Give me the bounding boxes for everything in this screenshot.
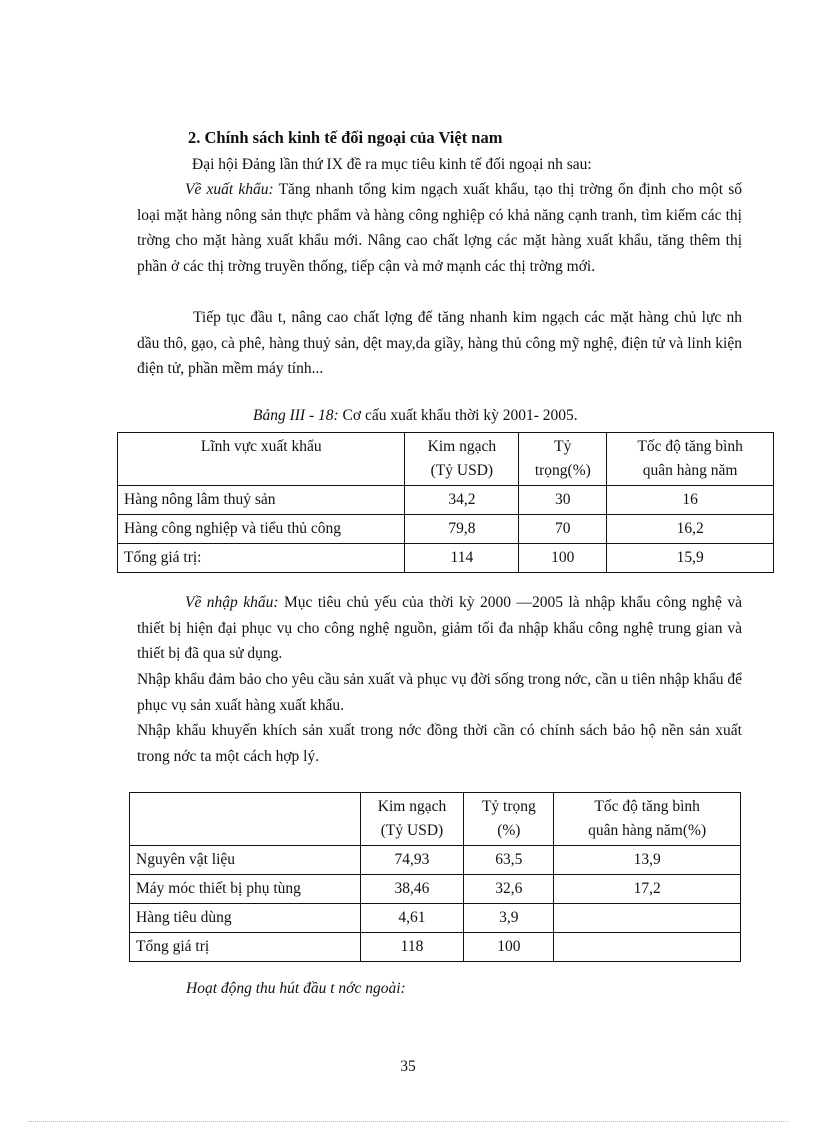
cell-share: 3,9 (464, 904, 554, 933)
import-paragraph (137, 590, 742, 667)
investment-heading: Hoạt động thu hút đầu t nớc ngoài: (186, 980, 406, 997)
table-row (118, 515, 774, 544)
export-table-caption (253, 407, 578, 425)
row-label: Máy móc thiết bị phụ tùng (130, 875, 361, 904)
header-cell (360, 793, 464, 846)
header-line: (Tỷ USD) (380, 822, 444, 839)
header-cell (519, 433, 607, 486)
cell-share: 100 (464, 933, 554, 962)
cell-share: 70 (519, 515, 607, 544)
cell-growth: 16 (607, 486, 774, 515)
cell-share: 63,5 (464, 846, 554, 875)
header-line: Tốc độ tăng bình (594, 798, 700, 815)
import-label: Về nhập khẩu: (185, 594, 279, 611)
export-paragraph (137, 177, 742, 279)
cell-growth: 16,2 (607, 515, 774, 544)
row-label: Hàng tiêu dùng (130, 904, 361, 933)
header-line: quân hàng năm (642, 462, 738, 479)
header-cell (607, 433, 774, 486)
cell-value: 4,61 (360, 904, 464, 933)
import-paragraph-2: Nhập khẩu đảm bảo cho yêu cầu sản xuất và phục vụ đời sống trong nớc, cần u tiên nhập khẩu để phục vụ sản xuất hàng xuất khẩu. (137, 671, 742, 714)
cell-growth: 17,2 (554, 875, 741, 904)
cell-growth: 13,9 (554, 846, 741, 875)
import-text: Mục tiêu chủ yếu của thời kỳ 2000 —2005 là nhập khẩu công nghệ và thiết bị hiện đại phục vụ cho công nghệ nguồn, giảm tối đa nhập khẩu công nghệ trung gian và thiết bị đã qua sử dụng. (137, 594, 742, 662)
cell-growth (554, 904, 741, 933)
cell-growth (554, 933, 741, 962)
cell-value: 34,2 (405, 486, 519, 515)
row-label: Hàng công nghiệp và tiểu thủ công (118, 515, 405, 544)
cell-value: 118 (360, 933, 464, 962)
row-label: Hàng nông lâm thuỷ sản (118, 486, 405, 515)
header-cell (405, 433, 519, 486)
cell-value: 79,8 (405, 515, 519, 544)
row-label: Tổng giá trị (130, 933, 361, 962)
cell-value: 74,93 (360, 846, 464, 875)
header-line: Tốc độ tăng bình (637, 438, 743, 455)
intro-paragraph: Đại hội Đảng lần thứ IX đề ra mục tiêu kinh tế đối ngoại nh sau: (192, 156, 592, 173)
export-label: Về xuất khẩu: (185, 181, 274, 198)
header-line: (%) (497, 822, 521, 839)
table-header-row (118, 433, 774, 486)
header-line: Tỷ (554, 438, 572, 455)
cell-share: 100 (519, 544, 607, 573)
table-header-row (130, 793, 741, 846)
table-row (130, 904, 741, 933)
row-label: Nguyên vật liệu (130, 846, 361, 875)
table-row (118, 544, 774, 573)
header-line: (Tỷ USD) (430, 462, 494, 479)
export-text: Tăng nhanh tổng kim ngạch xuất khẩu, tạo thị trờng ổn định cho một số loại mặt hàng nông sản thực phẩm và hàng công nghiệp có khả năng cạnh tranh, tìm kiếm các thị trờng cho mặt hàng xuất khẩu mới. Nâng cao chất lợng các mặt hàng xuất khẩu, tăng thêm thị phần ở các thị trờng truyền thống, tiếp cận và mở mạnh các thị trờng mới. (137, 181, 742, 275)
cell-growth: 15,9 (607, 544, 774, 573)
section-heading: 2. Chính sách kinh tế đối ngoại của Việt nam (188, 128, 503, 147)
header-cell (554, 793, 741, 846)
table-row (130, 875, 741, 904)
row-label: Tổng giá trị: (118, 544, 405, 573)
footer-divider (28, 1121, 788, 1122)
header-line: quân hàng năm(%) (588, 822, 707, 839)
cell-value: 114 (405, 544, 519, 573)
table-row (130, 846, 741, 875)
header-cell: Lĩnh vực xuất khẩu (118, 433, 405, 486)
header-line: Kim ngạch (377, 798, 447, 815)
export-structure-table (117, 432, 774, 573)
export-table-caption-text: Cơ cấu xuất khẩu thời kỳ 2001- 2005. (338, 407, 578, 424)
header-line: trọng(%) (534, 462, 591, 479)
header-cell (464, 793, 554, 846)
cell-value: 38,46 (360, 875, 464, 904)
import-paragraph-3: Nhập khẩu khuyến khích sản xuất trong nớc đồng thời cần có chính sách bảo hộ nền sản xuất trong nớc ta một cách hợp lý. (137, 722, 742, 765)
cell-share: 30 (519, 486, 607, 515)
table-row (118, 486, 774, 515)
export-table-caption-label: Bảng III - 18: (253, 407, 339, 424)
header-cell-empty (130, 793, 361, 846)
header-line: Tỷ trọng (481, 798, 536, 815)
header-line: Kim ngạch (427, 438, 497, 455)
cell-share: 32,6 (464, 875, 554, 904)
page-number: 35 (400, 1058, 416, 1075)
import-structure-table (129, 792, 741, 962)
export-paragraph-2: Tiếp tục đầu t, nâng cao chất lợng để tăng nhanh kim ngạch các mặt hàng chủ lực nh dầu thô, gạo, cà phê, hàng thuỷ sản, dệt may,da giầy, hàng thủ công mỹ nghệ, điện tử và linh kiện điện tử, phần mềm máy tính... (137, 309, 742, 377)
table-row (130, 933, 741, 962)
